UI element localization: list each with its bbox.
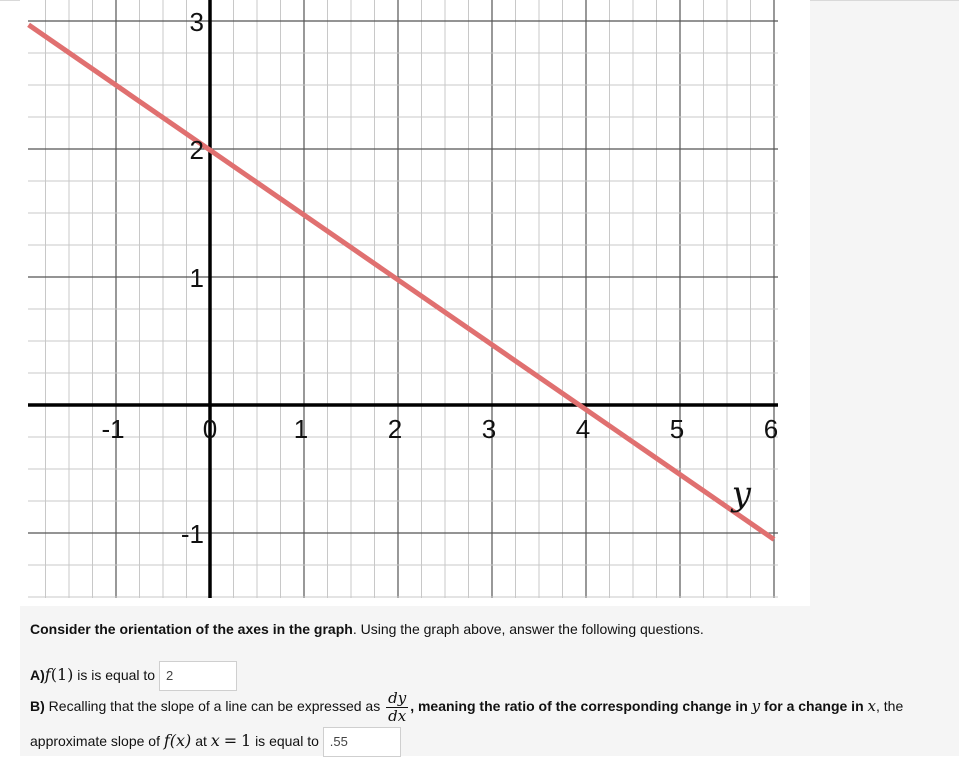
question-b-eq-sign: =: [223, 731, 238, 750]
graph: [20, 0, 810, 606]
question-a-f: f: [44, 665, 51, 684]
plot-line: [29, 25, 774, 540]
question-b-tail: , the: [875, 698, 904, 714]
question-b-label: B): [30, 698, 45, 714]
y-tick-label: 3: [189, 7, 204, 37]
question-b-f: f: [163, 731, 170, 750]
question-b-bold2: for a change in: [764, 698, 864, 714]
curve-label: y: [731, 473, 751, 514]
intro-rest: . Using the graph above, answer the following questions.: [352, 621, 704, 637]
question-b-eq-val: 1: [240, 731, 252, 750]
question-b-at: at: [195, 733, 207, 749]
question-b-comma: ,: [410, 698, 415, 714]
x-tick-label: 1: [293, 414, 309, 444]
x-tick-label: 6: [763, 414, 779, 444]
plot-line-layer: [29, 25, 774, 540]
graph-panel: [20, 0, 810, 606]
x-tick-label: 0: [202, 414, 218, 444]
answer-b-input[interactable]: .55: [323, 727, 401, 757]
question-a-label: A): [30, 667, 45, 683]
question-a-text: is is equal to: [77, 667, 156, 683]
intro-bold: Consider the orientation of the axes in the graph: [30, 621, 353, 637]
frac-denominator: dx: [388, 706, 407, 725]
var-x: x: [867, 697, 876, 715]
question-b-eq-x: x: [210, 731, 220, 750]
question-b-text1: Recalling that the slope of a line can be expressed as: [48, 698, 381, 714]
left-gutter: [0, 0, 20, 756]
question-b-bold1: meaning the ratio of the corresponding change in: [417, 698, 748, 714]
x-tick-label: -1: [101, 414, 125, 444]
answer-a-input[interactable]: 2: [159, 661, 237, 691]
frac-numerator: dy: [388, 688, 407, 707]
tick-labels: [101, 7, 778, 549]
x-tick-label: 2: [387, 414, 403, 444]
question-b-line2-text2: is equal to: [255, 733, 319, 749]
question-a-arg: (1): [50, 665, 74, 684]
question-b-line2: [30, 726, 401, 757]
y-tick-label: -1: [180, 519, 204, 549]
question-b-line2-text1: approximate slope of: [30, 733, 160, 749]
intro-text: [30, 621, 704, 637]
grid: [28, 0, 778, 598]
x-tick-label: 5: [669, 414, 685, 444]
question-b-line1: [30, 686, 903, 726]
y-tick-label: 2: [189, 135, 204, 165]
x-tick-label: 3: [481, 414, 497, 444]
axes: [28, 0, 778, 598]
y-tick-label: 1: [189, 263, 204, 293]
x-tick-label: 4: [575, 414, 591, 444]
dy-dx-fraction: [386, 690, 408, 725]
question-b-paren-x: (x): [169, 731, 192, 750]
var-y: y: [751, 697, 761, 715]
